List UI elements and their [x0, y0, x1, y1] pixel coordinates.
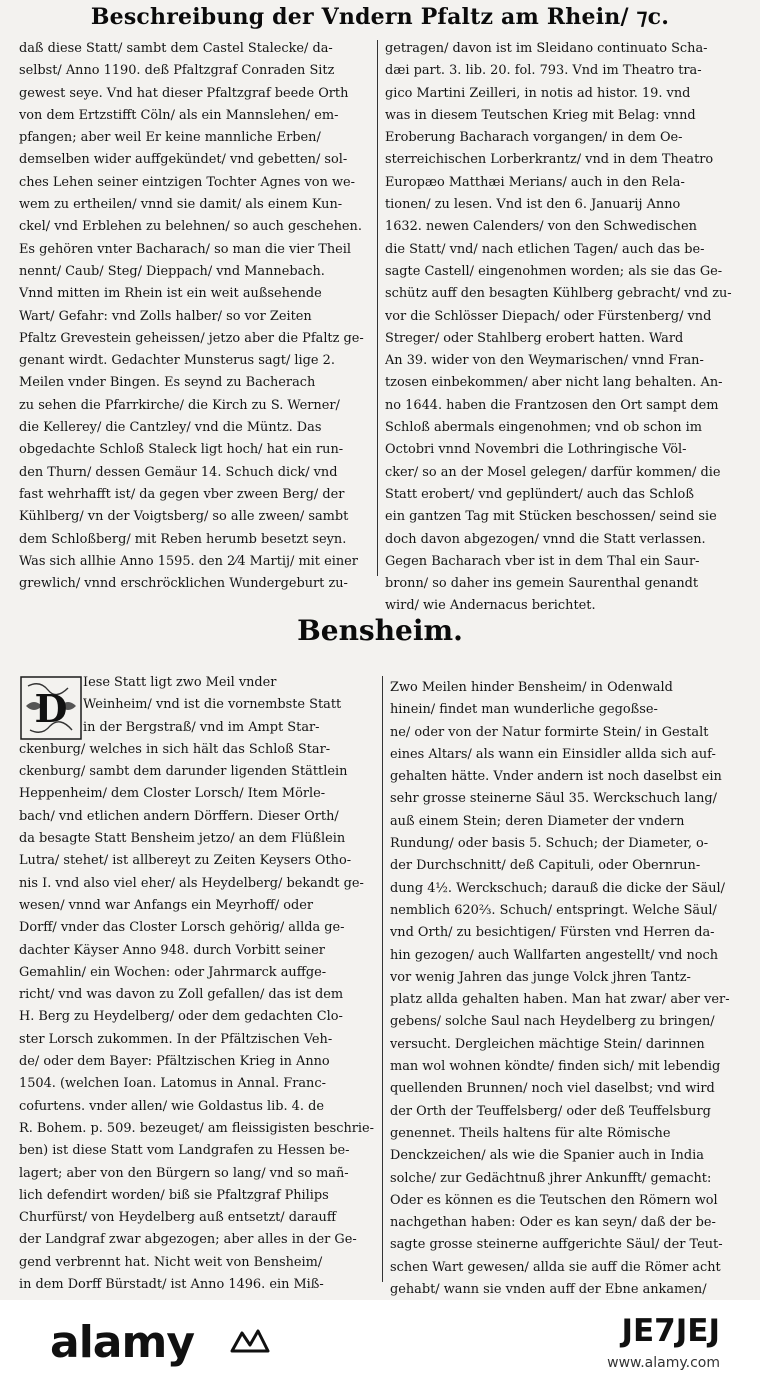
text-line: obgedachte Schloß Staleck ligt hoch/ hat ein run-	[19, 442, 344, 458]
text-line: getragen/ davon ist im Sleidano continuato Scha-	[385, 41, 708, 56]
dropcap-letter: D	[34, 686, 68, 731]
section-title: Bensheim.	[297, 614, 463, 647]
column-divider	[377, 40, 378, 576]
text-line: Churfürst/ von Heydelberg auß entsetzt/ darauff	[19, 1210, 336, 1226]
text-line: eines Altars/ als wann ein Einsidler allda sich auf-	[390, 746, 716, 762]
text-line: Streger/ oder Stahlberg erobert hatten. Ward	[385, 330, 684, 346]
text-line: vor die Schlösser Diepach/ oder Fürstenberg/ vnd	[385, 308, 712, 324]
text-line: grewlich/ vnnd erschröcklichen Wundergeburt zu-	[19, 576, 348, 592]
text-line: von dem Ertzstifft Cöln/ als ein Mannslehen/ em-	[19, 107, 339, 123]
text-line: selbst/ Anno 1190. deß Pfaltzgraf Conraden Sitz	[19, 63, 335, 79]
text-line: zu sehen die Pfarrkirche/ die Kirch zu S. Werner/	[19, 397, 340, 413]
text-line: Gemahlin/ ein Wochen: oder Jahrmarck auffge-	[19, 964, 327, 980]
text-line: wird/ wie Andernacus berichtet.	[385, 598, 596, 614]
text-line: ckenburg/ welches in sich hält das Schloß Star-	[19, 741, 331, 757]
text-line: fast wehrhafft ist/ da gegen vber zween Berg/ der	[19, 486, 345, 502]
text-line: Vnnd mitten im Rhein ist ein weit außsehende	[19, 286, 322, 302]
text-line: wesen/ vnnd war Anfangs ein Meyrhoff/ oder	[19, 897, 314, 913]
text-line: versucht. Dergleichen mächtige Stein/ darinnen	[390, 1036, 705, 1052]
text-line: Meilen vnder Bingen. Es seynd zu Bacherach	[19, 375, 316, 391]
text-line: 1504. (welchen Ioan. Latomus in Annal. Franc-	[19, 1076, 326, 1092]
text-line: bronn/ so daher ins gemein Saurenthal genandt	[385, 576, 699, 592]
text-line: Pfaltz Grevestein geheissen/ jetzo aber die Pfaltz ge-	[19, 330, 364, 346]
stock-site-url: www.alamy.com	[607, 1355, 720, 1371]
text-line: Zwo Meilen hinder Bensheim/ in Odenwald	[390, 680, 673, 695]
brand-logo: alamy	[50, 1317, 194, 1368]
text-line: ckenburg/ sambt dem darunder ligenden Stättlein	[19, 764, 348, 780]
text-line: schen Wart gewesen/ allda sie auff die Römer acht	[390, 1259, 721, 1275]
text-line: sterreichischen Lorberkrantz/ vnd in dem Theatro	[385, 152, 714, 168]
text-line: Statt erobert/ vnd geplündert/ auch das Schloß	[385, 486, 694, 502]
text-line: H. Berg zu Heydelberg/ oder dem gedachten Clo-	[19, 1009, 343, 1025]
text-line: ckel/ vnd Erblehen zu belehnen/ so auch geschehen.	[19, 219, 362, 235]
text-line: dem Schloßberg/ mit Reben herumb besetzt seyn.	[19, 531, 347, 547]
text-line: hin gezogen/ auch Wallfarten angestellt/ vnd noch	[390, 947, 719, 963]
brand-mark-icon	[230, 1327, 270, 1357]
text-line: 1632. newen Calenders/ von den Schwedischen	[385, 219, 697, 235]
text-line: Wart/ Gefahr: vnd Zolls halber/ so vor Zeiten	[19, 308, 312, 324]
text-line: sehr grosse steinerne Säul 35. Werckschuch lang/	[390, 791, 718, 807]
text-line: sagte grosse steinerne auffgerichte Säul/ der Teut-	[390, 1237, 723, 1253]
column-divider	[382, 676, 383, 1282]
stock-image-id: JE7JEJ	[621, 1313, 720, 1349]
text-line: Eroberung Bacharach vorgangen/ in dem Oe-	[385, 130, 683, 146]
text-line: bach/ vnd etlichen andern Dörffern. Dieser Orth/	[19, 808, 339, 824]
text-line: lagert; aber von den Bürgern so lang/ vnd so mañ-	[19, 1165, 349, 1181]
text-line: schütz auff den besagten Kühlberg gebracht/ vnd zu-	[385, 286, 732, 302]
text-line: Lutra/ stehet/ ist allbereyt zu Zeiten Keysers Otho-	[19, 853, 352, 869]
text-line: vnd Orth/ zu besichtigen/ Fürsten vnd Herren da-	[390, 925, 715, 941]
text-line: solche/ zur Gedächtnuß jhrer Ankunfft/ gemacht:	[390, 1170, 712, 1186]
text-line: der Landgraf zwar abgezogen; aber alles in der Ge-	[19, 1232, 357, 1248]
text-line: sagte Castell/ eingenohmen worden; als sie das Ge-	[385, 263, 723, 279]
text-line: gehalten hätte. Vnder andern ist noch daselbst ein	[390, 769, 722, 785]
text-line: ne/ oder von der Natur formirte Stein/ in Gestalt	[390, 724, 709, 740]
text-line: auß einem Stein; deren Diameter der vndern	[390, 813, 685, 829]
text-line: demselben wider auffgekündet/ vnd gebetten/ sol-	[19, 152, 348, 168]
text-line: An 39. wider von den Weymarischen/ vnnd Fran-	[385, 353, 704, 369]
text-line: Europæo Matthæi Merians/ auch in den Rela-	[385, 174, 685, 190]
text-line: richt/ vnd was davon zu Zoll gefallen/ das ist dem	[19, 987, 344, 1003]
text-line: gebens/ solche Saul nach Heydelberg zu bringen/	[390, 1014, 715, 1030]
text-line: was in diesem Teutschen Krieg mit Belag: vnnd	[385, 107, 696, 123]
text-line: genant wirdt. Gedachter Munsterus sagt/ lige 2.	[19, 353, 335, 369]
text-line: ein gantzen Tag mit Stücken beschossen/ seind sie	[385, 509, 717, 525]
text-line: tzosen einbekommen/ aber nicht lang behalten. An-	[385, 375, 723, 391]
text-line: no 1644. haben die Frantzosen den Ort sampt dem	[385, 397, 719, 413]
text-line: quellenden Brunnen/ noch viel daselbst; vnd wird	[390, 1081, 715, 1097]
text-line: Heppenheim/ dem Closter Lorsch/ Item Mörle-	[19, 786, 326, 802]
text-line: platz allda gehalten haben. Man hat zwar/ aber ver-	[390, 992, 730, 1008]
text-line: die Statt/ vnd/ nach etlichen Tagen/ auch das be-	[385, 241, 705, 257]
text-line: nennt/ Caub/ Steg/ Dieppach/ vnd Mannebach.	[19, 263, 325, 279]
text-line: Kühlberg/ vn der Voigtsberg/ so alle zween/ sambt	[19, 509, 349, 525]
section2-right-column	[390, 677, 740, 1324]
text-line: doch davon abgezogen/ vnnd die Statt verlassen.	[385, 531, 706, 547]
text-line: pfangen; aber weil Er keine mannliche Erben/	[19, 130, 321, 146]
text-line: der Orth der Teuffelsberg/ oder deß Teuffelsburg	[390, 1103, 711, 1119]
text-line: vor wenig Jahren das junge Volck jhren Tantz-	[390, 969, 691, 985]
section2-left-column	[19, 672, 377, 1319]
text-line: in dem Dorff Bürstadt/ ist Anno 1496. ein Miß-	[19, 1277, 324, 1293]
text-line: gehabt/ wann sie vnden auff der Ebne ankamen/	[390, 1282, 707, 1298]
text-line: Schloß abermals eingenohmen; vnd ob schon im	[385, 420, 702, 436]
text-line: dachter Käyser Anno 948. durch Vorbitt seiner	[19, 942, 325, 958]
text-line: Octobri vnnd Novembri die Lothringische Völ-	[385, 442, 687, 458]
text-line: Iese Statt ligt zwo Meil vnder	[83, 675, 277, 690]
text-line: dung 4½. Werckschuch; darauß die dicke der Säul/	[390, 880, 725, 896]
text-line: R. Bohem. p. 509. bezeuget/ am fleissigisten beschrie-	[19, 1120, 375, 1136]
text-line: ches Lehen seiner eintzigen Tochter Agnes von we-	[19, 174, 355, 190]
text-line: genennet. Theils haltens für alte Römische	[390, 1125, 671, 1141]
text-line: lich defendirt worden/ biß sie Pfaltzgraf Philips	[19, 1187, 329, 1203]
text-line: cker/ so an der Mosel gelegen/ darfür kommen/ die	[385, 464, 721, 480]
text-line: gico Martini Zeilleri, in notis ad histor. 19. vnd	[385, 85, 691, 101]
text-line: gend verbrennt hat. Nicht weit von Bensheim/	[19, 1254, 323, 1270]
text-line: wem zu ertheilen/ vnnd sie damit/ als einem Kun-	[19, 197, 343, 213]
text-line: Was sich allhie Anno 1595. den 2⁄4 Martij/ mit einer	[19, 553, 358, 569]
section1-left-column	[19, 38, 371, 595]
text-line: Rundung/ oder basis 5. Schuch; der Diameter, o-	[390, 836, 709, 852]
text-line: Weinheim/ vnd ist die vornembste Statt	[83, 697, 342, 713]
text-line: der Durchschnitt/ deß Capituli, oder Obernrun-	[390, 858, 701, 874]
text-line: nachgethan haben: Oder es kan seyn/ daß der be-	[390, 1215, 716, 1231]
text-line: man wol wohnen köndte/ finden sich/ mit lebendig	[390, 1059, 721, 1075]
section1-right-column	[385, 38, 737, 618]
text-line: ben) ist diese Statt vom Landgrafen zu Hessen be-	[19, 1143, 350, 1159]
text-line: Dorff/ vnder das Closter Lorsch gehörig/ allda ge-	[19, 920, 345, 936]
text-line: Oder es können es die Teutschen den Römern wol	[390, 1192, 718, 1208]
text-line: Denckzeichen/ als wie die Spanier auch in India	[390, 1148, 704, 1164]
text-line: hinein/ findet man wunderliche gegoßse-	[390, 702, 658, 718]
text-line: in der Bergstraß/ vnd im Ampt Star-	[83, 719, 320, 735]
text-line: cofurtens. vnder allen/ wie Goldastus lib. 4. de	[19, 1098, 324, 1114]
text-line: ster Lorsch zukommen. In der Pfältzischen Veh-	[19, 1031, 333, 1047]
text-line: Gegen Bacharach vber ist in dem Thal ein Saur-	[385, 553, 700, 569]
text-line: tionen/ zu lesen. Vnd ist den 6. Januarij Anno	[385, 197, 681, 213]
running-head: Beschreibung der Vndern Pfaltz am Rhein/ ⁊c.	[90, 4, 670, 30]
text-line: dæi part. 3. lib. 20. fol. 793. Vnd im Theatro tra-	[385, 63, 702, 79]
text-line: daß diese Statt/ sambt dem Castel Stalecke/ da-	[19, 41, 333, 56]
text-line: Es gehören vnter Bacharach/ so man die vier Theil	[19, 241, 352, 257]
text-line: die Kellerey/ die Cantzley/ vnd die Müntz. Das	[19, 420, 322, 436]
text-line: da besagte Statt Bensheim jetzo/ an dem Flüßlein	[19, 831, 346, 847]
text-line: gewest seye. Vnd hat dieser Pfaltzgraf beede Orth	[19, 85, 349, 101]
text-line: den Thurn/ dessen Gemäur 14. Schuch dick/ vnd	[19, 464, 338, 480]
text-line: de/ oder dem Bayer: Pfältzischen Krieg in Anno	[19, 1054, 330, 1070]
text-line: nis I. vnd also viel eher/ als Heydelberg/ bekandt ge-	[19, 875, 364, 891]
text-line: nemblich 620⅔. Schuch/ entspringt. Welche Säul/	[390, 902, 717, 918]
